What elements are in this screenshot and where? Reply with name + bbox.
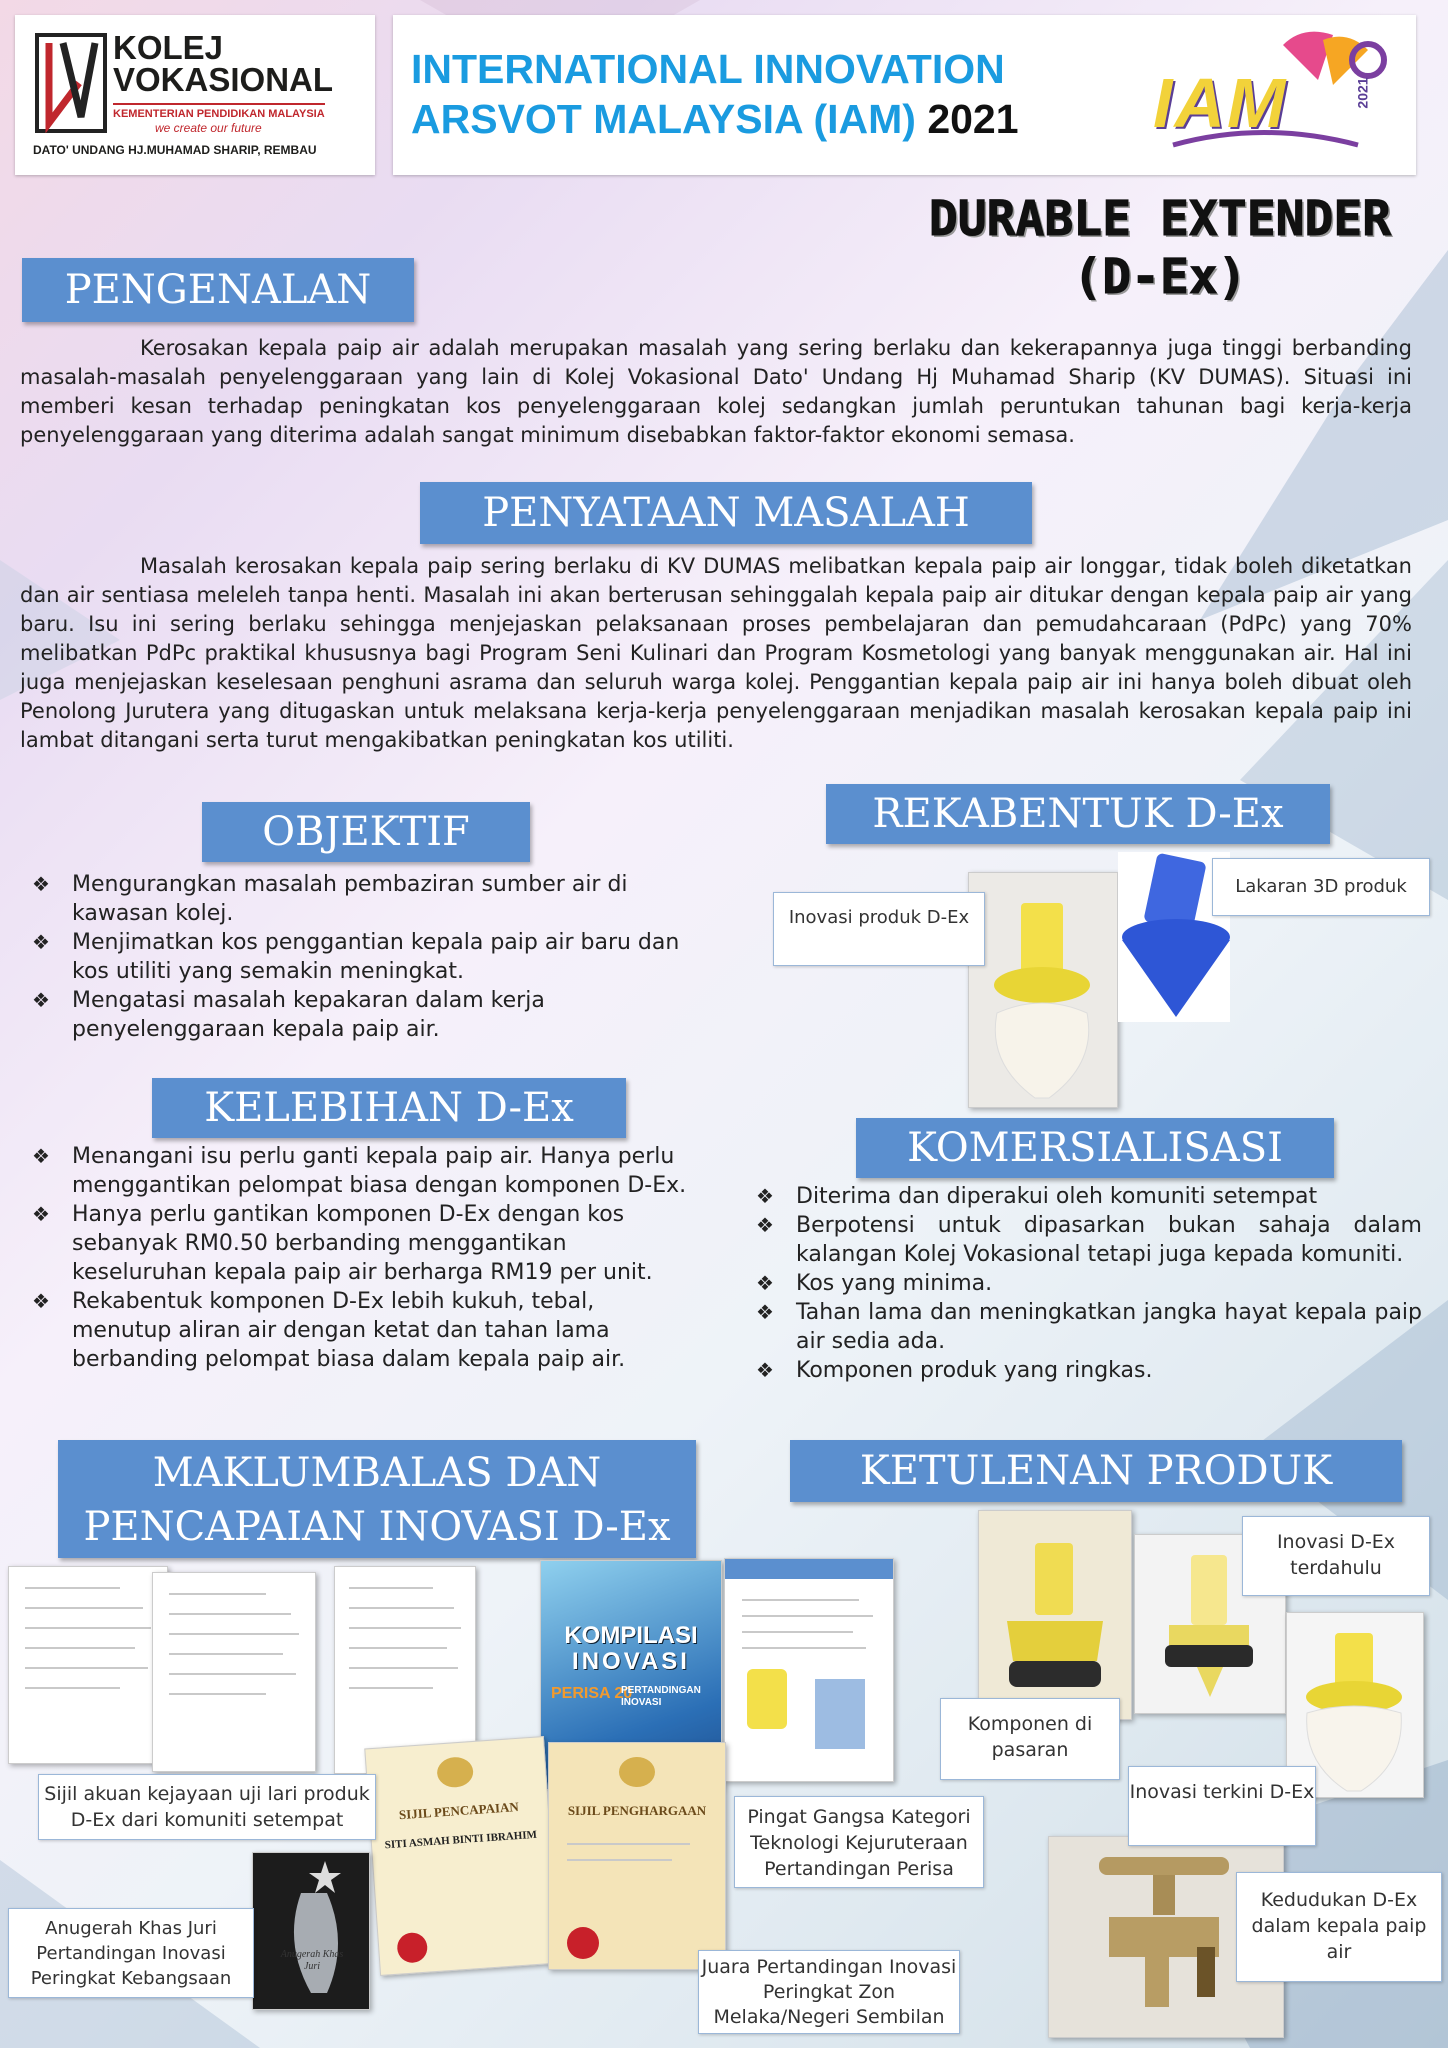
kv-logo-box <box>15 15 375 175</box>
kompilasi-badge: PERISA 20 <box>551 1685 633 1702</box>
kv-logo-ministry: KEMENTERIAN PENDIDIKAN MALAYSIA <box>113 103 325 121</box>
heading-kelebihan: KELEBIHAN D-Ex <box>152 1078 626 1138</box>
event-year: 2021 <box>927 96 1019 142</box>
certificate-pencapaian <box>364 1736 559 1976</box>
iam-logo-year: 2021 <box>1354 77 1371 109</box>
caption-inovasi-produk: Inovasi produk D-Ex <box>773 892 985 966</box>
caption-pingat-gangsa: Pingat Gangsa Kategori Teknologi Kejuruteraan Pertandingan Perisa <box>734 1796 984 1888</box>
cert2-title: SIJIL PENGHARGAAN <box>567 1803 707 1818</box>
kompilasi-line1: KOMPILASI <box>564 1622 698 1649</box>
caption-inovasi-terdahulu: Inovasi D-Ex terdahulu <box>1242 1516 1430 1596</box>
heading-maklumbalas <box>58 1440 696 1558</box>
kv-logo-line1: KOLEJ <box>113 29 224 66</box>
caption-juara: Juara Pertandingan Inovasi Peringkat Zon Melaka/Negeri Sembilan <box>698 1950 960 2034</box>
kv-logo-college: DATO' UNDANG HJ.MUHAMAD SHARIP, REMBAU <box>33 143 317 157</box>
photo-inovasi-terdahulu <box>978 1510 1132 1720</box>
penyataan-body: Masalah kerosakan kepala paip sering berlaku di KV DUMAS melibatkan kepala paip air longgar, tidak boleh diketatkan dan air sentiasa meleleh tanpa henti. Masalah ini akan berterusan sehinggalah kepala paip air ditukar dengan kepala paip air yang baru. Isu ini sering berlaku sehingga menjejaskan pelaksanaan proses pembelajaran dan pemudahcaraan (PdPc) yang 70% melibatkan PdPc praktikal khususnya bagi Program Seni Kulinari dan Program Kosmetologi yang banyak menggunakan air. Hal ini juga menjejaskan keselesaan penghuni asrama dan seluruh warga kolej. Penggantian kepala paip air ini hanya boleh dibuat oleh Penolong Jurutera yang ditugaskan untuk melaksana kerja-kerja penyelenggaraan menjadikan masalah kerosakan kepala paip ini lambat ditangani serta turut mengakibatkan peningkatan kos utiliti. <box>20 554 1412 752</box>
poster-thumbnail <box>724 1558 894 1782</box>
iam-logo <box>1133 25 1403 165</box>
cert1-title: SIJIL PENCAPAIAN <box>398 1798 520 1823</box>
heading-rekabentuk: REKABENTUK D-Ex <box>826 784 1330 844</box>
heading-maklumbalas-line1: MAKLUMBALAS DAN <box>152 1450 602 1496</box>
event-line1: INTERNATIONAL INNOVATION <box>411 46 1005 92</box>
list-item: ❖ Mengurangkan masalah pembaziran sumber air di kawasan kolej. <box>32 870 692 928</box>
penyataan-text <box>20 552 1412 755</box>
dex-product-icon <box>969 873 1117 1107</box>
title-line2: (D-Ex) <box>1073 249 1247 305</box>
heading-maklumbalas-line2: PENCAPAIAN INOVASI D-Ex <box>83 1504 671 1550</box>
caption-kedudukan-dex: Kedudukan D-Ex dalam kepala paip air <box>1236 1872 1442 1982</box>
list-item: ❖ Mengatasi masalah kepakaran dalam kerja penyelenggaraan kepala paip air. <box>32 986 692 1044</box>
title-line1: DURABLE EXTENDER <box>928 191 1392 247</box>
kv-logo-tagline: we create our future <box>155 121 262 135</box>
list-item: ❖ Menjimatkan kos penggantian kepala paip air baru dan kos utiliti yang semakin meningkat. <box>32 928 692 986</box>
list-item: ❖ Diterima dan diperakui oleh komuniti setempat <box>756 1182 1422 1211</box>
caption-anugerah-khas: Anugerah Khas Juri Pertandingan Inovasi Peringkat Kebangsaan <box>8 1908 254 1998</box>
caption-sijil-akuan: Sijil akuan kejayaan uji lari produk D-Ex dari komuniti setempat <box>38 1774 376 1840</box>
letter-document-1 <box>8 1566 168 1764</box>
dex-old-icon <box>979 1511 1131 1719</box>
iam-logo-text: IAM <box>1153 64 1288 142</box>
list-item: ❖ Rekabentuk komponen D-Ex lebih kukuh, tebal, menutup aliran air dengan ketat dan tahan lama berbanding pelompat biasa dalam kepala paip air. <box>32 1287 692 1374</box>
kv-logo-line2: VOKASIONAL <box>113 61 334 98</box>
caption-komponen-pasaran: Komponen di pasaran <box>940 1698 1120 1780</box>
award-trophy-photo <box>252 1852 370 2010</box>
pengenalan-body: Kerosakan kepala paip air adalah merupakan masalah yang sering berlaku dan kekerapannya juga tinggi berbanding masalah-masalah penyelenggaraan yang lain di Kolej Vokasional Dato' Undang Hj Muhamad Sharip (KV DUMAS). Situasi ini memberi kesan terhadap peningkatan kos penyelenggaraan kolej sedangkan jumlah peruntukan tahunan bagi kerja-kerja penyelenggaraan yang diterima adalah sangat minimum disebabkan faktor-faktor ekonomi semasa. <box>20 336 1412 447</box>
heading-objektif: OBJEKTIF <box>202 802 530 862</box>
heading-penyataan-masalah: PENYATAAN MASALAH <box>420 482 1032 544</box>
kv-logo-icon <box>35 33 107 133</box>
pengenalan-text <box>20 334 1412 450</box>
heading-komersialisasi: KOMERSIALISASI <box>856 1118 1334 1178</box>
kompilasi-line2: INOVASI <box>572 1648 690 1675</box>
award-text: Anugerah Khas Juri <box>280 1949 344 1972</box>
list-item: ❖ Hanya perlu gantikan komponen D-Ex dengan kos sebanyak RM0.50 berbanding menggantikan keseluruhan kepala paip air berharga RM19 per unit. <box>32 1200 692 1287</box>
objektif-list <box>32 870 692 1044</box>
list-item: ❖ Kos yang minima. <box>756 1269 1422 1298</box>
product-photo-dex <box>968 872 1118 1108</box>
list-item: ❖ Komponen produk yang ringkas. <box>756 1356 1422 1385</box>
heading-ketulenan: KETULENAN PRODUK <box>790 1440 1402 1502</box>
caption-lakaran-3d: Lakaran 3D produk <box>1212 858 1430 916</box>
caption-inovasi-terkini: Inovasi terkini D-Ex <box>1128 1766 1316 1846</box>
list-item: ❖ Berpotensi untuk dipasarkan bukan sahaja dalam kalangan Kolej Vokasional tetapi juga kepada komuniti. <box>756 1211 1422 1269</box>
list-item: ❖ Tahan lama dan meningkatkan jangka hayat kepala paip air sedia ada. <box>756 1298 1422 1356</box>
cert1-name: SITI ASMAH BINTI IBRAHIM <box>384 1828 538 1852</box>
heading-pengenalan: PENGENALAN <box>22 258 414 322</box>
certificate-penghargaan <box>548 1742 726 1970</box>
letter-document-2 <box>152 1572 316 1772</box>
event-line2: ARSVOT MALAYSIA (IAM) <box>411 96 916 142</box>
komersialisasi-list <box>756 1182 1422 1385</box>
trophy-icon <box>253 1853 369 2009</box>
kelebihan-list <box>32 1142 692 1374</box>
page-title <box>880 190 1440 306</box>
list-item: ❖ Menangani isu perlu ganti kepala paip air. Hanya perlu menggantikan pelompat biasa dengan komponen D-Ex. <box>32 1142 692 1200</box>
kompilasi-sub: PERTANDINGAN INOVASI <box>621 1685 701 1708</box>
event-banner <box>393 15 1416 175</box>
